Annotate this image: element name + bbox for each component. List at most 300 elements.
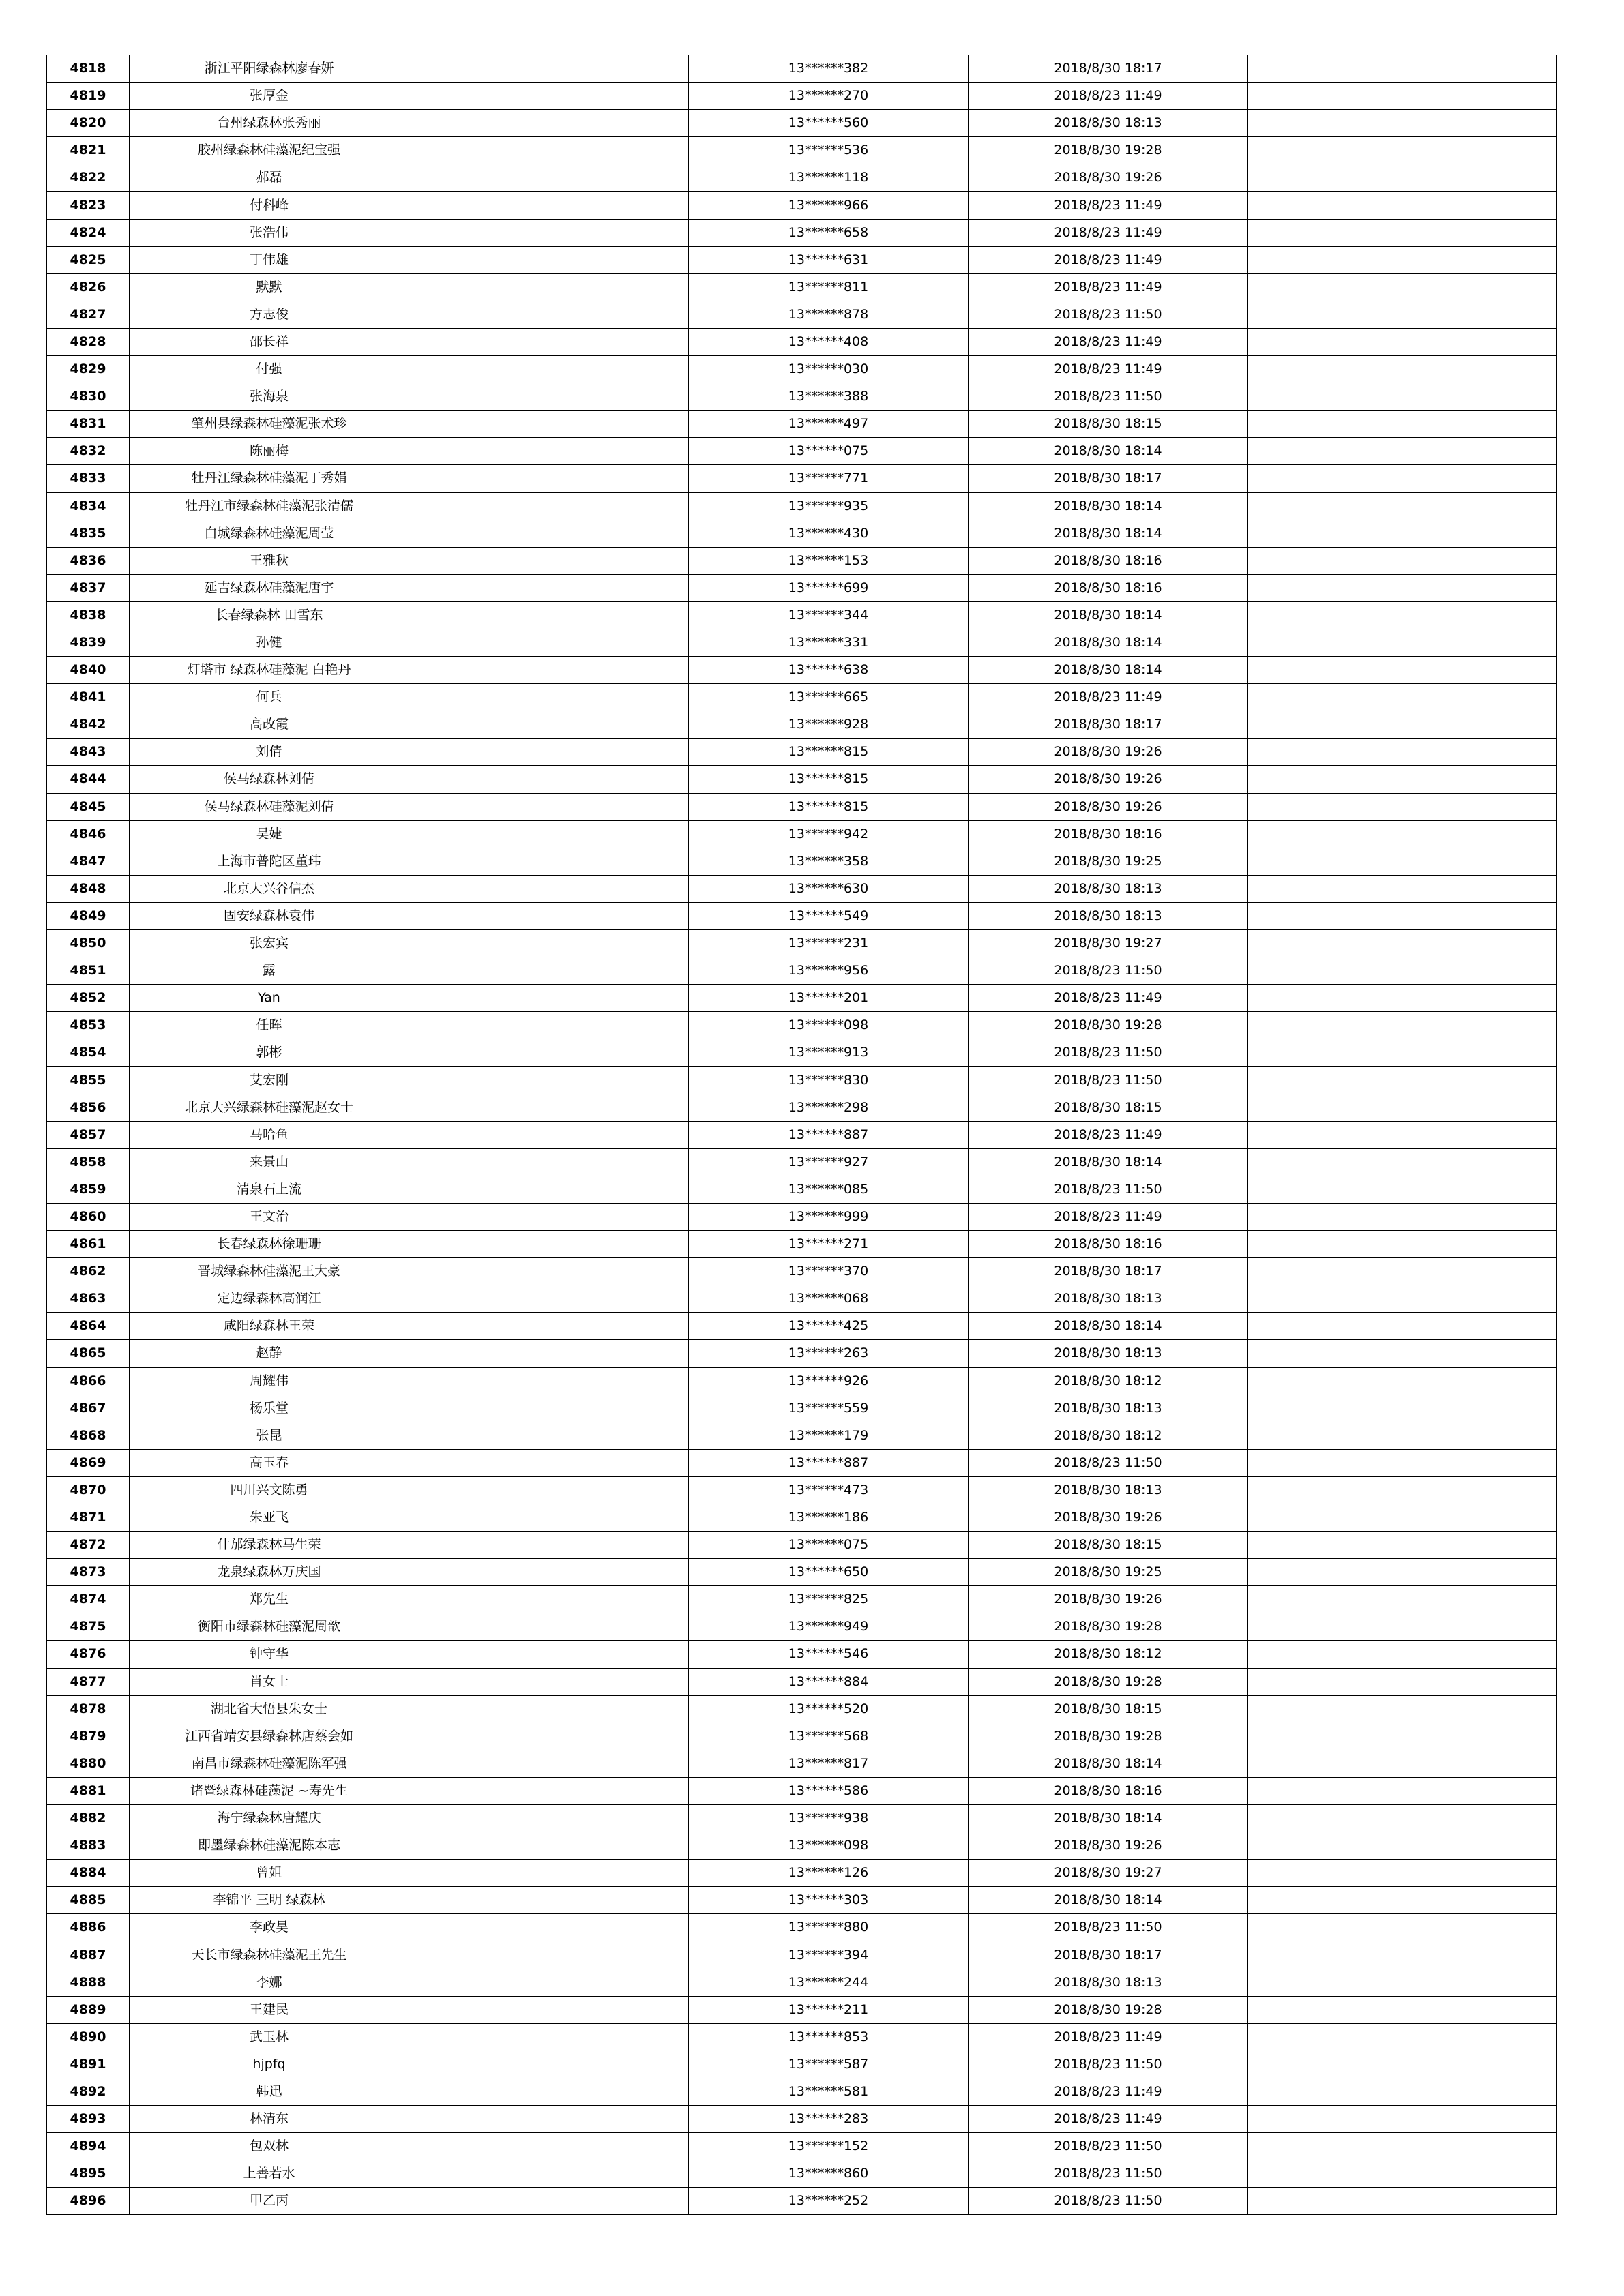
- empty-cell: [1248, 1941, 1557, 1969]
- table-row: [47, 1094, 1557, 1121]
- empty-cell: [1248, 1832, 1557, 1860]
- empty-cell: [1248, 1067, 1557, 1094]
- empty-cell: [1248, 1532, 1557, 1559]
- phone-cell: 13******126: [689, 1860, 969, 1887]
- table-row: [47, 820, 1557, 848]
- phone-cell: 13******926: [689, 1367, 969, 1395]
- row-number-cell: 4880: [47, 1750, 130, 1777]
- phone-cell: 13******853: [689, 2023, 969, 2051]
- name-cell: 长春绿森林 田雪东: [130, 601, 409, 629]
- empty-cell: [409, 465, 689, 492]
- date-cell: 2018/8/30 18:13: [969, 1395, 1248, 1422]
- table-row: [47, 1969, 1557, 1996]
- date-cell: 2018/8/23 11:49: [969, 1121, 1248, 1148]
- date-cell: 2018/8/30 18:14: [969, 1805, 1248, 1832]
- date-cell: 2018/8/30 18:16: [969, 574, 1248, 601]
- table-row: [47, 629, 1557, 656]
- phone-cell: 13******118: [689, 164, 969, 192]
- empty-cell: [1248, 985, 1557, 1012]
- row-number-cell: 4873: [47, 1559, 130, 1586]
- date-cell: 2018/8/30 19:27: [969, 1860, 1248, 1887]
- empty-cell: [1248, 110, 1557, 137]
- phone-cell: 13******344: [689, 601, 969, 629]
- name-cell: 即墨绿森林硅藻泥陈本志: [130, 1832, 409, 1860]
- table-row: [47, 1395, 1557, 1422]
- date-cell: 2018/8/30 18:17: [969, 55, 1248, 83]
- name-cell: 衡阳市绿森林硅藻泥周歆: [130, 1613, 409, 1641]
- table-row: [47, 1449, 1557, 1476]
- name-cell: 灯塔市 绿森林硅藻泥 白艳丹: [130, 657, 409, 684]
- row-number-cell: 4834: [47, 492, 130, 520]
- row-number-cell: 4854: [47, 1039, 130, 1067]
- table-row: [47, 547, 1557, 574]
- name-cell: 侯马绿森林硅藻泥刘倩: [130, 793, 409, 820]
- empty-cell: [1248, 1121, 1557, 1148]
- name-cell: 孙健: [130, 629, 409, 656]
- empty-cell: [1248, 1723, 1557, 1750]
- empty-cell: [409, 1176, 689, 1203]
- row-number-cell: 4842: [47, 711, 130, 739]
- date-cell: 2018/8/30 18:12: [969, 1641, 1248, 1668]
- phone-cell: 13******298: [689, 1094, 969, 1121]
- date-cell: 2018/8/23 11:50: [969, 301, 1248, 328]
- table-row: [47, 1176, 1557, 1203]
- phone-cell: 13******559: [689, 1395, 969, 1422]
- date-cell: 2018/8/30 18:13: [969, 1285, 1248, 1313]
- empty-cell: [409, 684, 689, 711]
- row-number-cell: 4871: [47, 1504, 130, 1531]
- date-cell: 2018/8/30 19:28: [969, 1012, 1248, 1039]
- table-row: [47, 1641, 1557, 1668]
- date-cell: 2018/8/23 11:49: [969, 2023, 1248, 2051]
- phone-cell: 13******938: [689, 1805, 969, 1832]
- row-number-cell: 4843: [47, 739, 130, 766]
- name-cell: 郭彬: [130, 1039, 409, 1067]
- empty-cell: [1248, 1586, 1557, 1613]
- name-cell: 江西省靖安县绿森林店蔡会如: [130, 1723, 409, 1750]
- empty-cell: [409, 1148, 689, 1176]
- table-row: [47, 1203, 1557, 1230]
- row-number-cell: 4828: [47, 328, 130, 355]
- empty-cell: [1248, 1231, 1557, 1258]
- empty-cell: [1248, 1395, 1557, 1422]
- phone-cell: 13******271: [689, 1231, 969, 1258]
- date-cell: 2018/8/30 19:25: [969, 848, 1248, 875]
- empty-cell: [409, 657, 689, 684]
- date-cell: 2018/8/30 18:15: [969, 1094, 1248, 1121]
- date-cell: 2018/8/30 18:16: [969, 820, 1248, 848]
- phone-cell: 13******520: [689, 1695, 969, 1723]
- phone-cell: 13******581: [689, 2078, 969, 2105]
- row-number-cell: 4887: [47, 1941, 130, 1969]
- table-row: [47, 985, 1557, 1012]
- name-cell: 台州绿森林张秀丽: [130, 110, 409, 137]
- empty-cell: [409, 164, 689, 192]
- empty-cell: [1248, 1203, 1557, 1230]
- empty-cell: [1248, 1258, 1557, 1285]
- empty-cell: [409, 2023, 689, 2051]
- empty-cell: [1248, 356, 1557, 383]
- phone-cell: 13******075: [689, 438, 969, 465]
- date-cell: 2018/8/30 19:26: [969, 766, 1248, 793]
- date-cell: 2018/8/30 18:14: [969, 657, 1248, 684]
- phone-cell: 13******949: [689, 1613, 969, 1641]
- table-row: [47, 1231, 1557, 1258]
- table-row: [47, 1039, 1557, 1067]
- date-cell: 2018/8/30 18:14: [969, 492, 1248, 520]
- date-cell: 2018/8/30 18:12: [969, 1367, 1248, 1395]
- row-number-cell: 4821: [47, 137, 130, 164]
- table-row: [47, 2078, 1557, 2105]
- empty-cell: [1248, 383, 1557, 411]
- empty-cell: [1248, 2078, 1557, 2105]
- table-row: [47, 657, 1557, 684]
- empty-cell: [1248, 820, 1557, 848]
- empty-cell: [1248, 328, 1557, 355]
- empty-cell: [409, 520, 689, 547]
- empty-cell: [1248, 83, 1557, 110]
- date-cell: 2018/8/30 18:17: [969, 1941, 1248, 1969]
- table-row: [47, 1559, 1557, 1586]
- phone-cell: 13******408: [689, 328, 969, 355]
- name-cell: 定边绿森林高润江: [130, 1285, 409, 1313]
- empty-cell: [409, 1723, 689, 1750]
- table-row: [47, 739, 1557, 766]
- table-row: [47, 2106, 1557, 2133]
- name-cell: 天长市绿森林硅藻泥王先生: [130, 1941, 409, 1969]
- table-row: [47, 1996, 1557, 2023]
- empty-cell: [409, 1750, 689, 1777]
- row-number-cell: 4858: [47, 1148, 130, 1176]
- name-cell: 清泉石上流: [130, 1176, 409, 1203]
- row-number-cell: 4864: [47, 1313, 130, 1340]
- name-cell: 张昆: [130, 1422, 409, 1449]
- name-cell: 杨乐堂: [130, 1395, 409, 1422]
- phone-cell: 13******586: [689, 1777, 969, 1804]
- name-cell: 钟守华: [130, 1641, 409, 1668]
- row-number-cell: 4891: [47, 2051, 130, 2078]
- table-row: [47, 1887, 1557, 1914]
- phone-cell: 13******631: [689, 246, 969, 273]
- phone-cell: 13******887: [689, 1121, 969, 1148]
- phone-cell: 13******887: [689, 1449, 969, 1476]
- date-cell: 2018/8/23 11:50: [969, 2133, 1248, 2160]
- empty-cell: [409, 383, 689, 411]
- name-cell: 郑先生: [130, 1586, 409, 1613]
- table-row: [47, 793, 1557, 820]
- table-row: [47, 164, 1557, 192]
- empty-cell: [1248, 657, 1557, 684]
- empty-cell: [409, 1559, 689, 1586]
- empty-cell: [1248, 1777, 1557, 1804]
- name-cell: 王建民: [130, 1996, 409, 2023]
- table-row: [47, 1750, 1557, 1777]
- row-number-cell: 4875: [47, 1613, 130, 1641]
- name-cell: 周耀伟: [130, 1367, 409, 1395]
- phone-cell: 13******358: [689, 848, 969, 875]
- empty-cell: [1248, 438, 1557, 465]
- phone-cell: 13******201: [689, 985, 969, 1012]
- phone-cell: 13******830: [689, 1067, 969, 1094]
- phone-cell: 13******085: [689, 1176, 969, 1203]
- date-cell: 2018/8/30 18:14: [969, 1313, 1248, 1340]
- table-row: [47, 1914, 1557, 1941]
- name-cell: 默默: [130, 273, 409, 301]
- phone-cell: 13******388: [689, 383, 969, 411]
- row-number-cell: 4841: [47, 684, 130, 711]
- date-cell: 2018/8/30 18:15: [969, 1532, 1248, 1559]
- table-row: [47, 55, 1557, 83]
- date-cell: 2018/8/30 19:28: [969, 1668, 1248, 1695]
- name-cell: 湖北省大悟县朱女士: [130, 1695, 409, 1723]
- date-cell: 2018/8/30 18:13: [969, 875, 1248, 902]
- phone-cell: 13******568: [689, 1723, 969, 1750]
- empty-cell: [1248, 2023, 1557, 2051]
- date-cell: 2018/8/30 18:13: [969, 1340, 1248, 1367]
- row-number-cell: 4884: [47, 1860, 130, 1887]
- empty-cell: [409, 2133, 689, 2160]
- name-cell: 长春绿森林徐珊珊: [130, 1231, 409, 1258]
- name-cell: Yan: [130, 985, 409, 1012]
- name-cell: 王文治: [130, 1203, 409, 1230]
- name-cell: 邵长祥: [130, 328, 409, 355]
- row-number-cell: 4852: [47, 985, 130, 1012]
- empty-cell: [1248, 492, 1557, 520]
- empty-cell: [409, 1258, 689, 1285]
- name-cell: 韩迅: [130, 2078, 409, 2105]
- empty-cell: [409, 1805, 689, 1832]
- empty-cell: [1248, 520, 1557, 547]
- row-number-cell: 4859: [47, 1176, 130, 1203]
- empty-cell: [1248, 1422, 1557, 1449]
- empty-cell: [1248, 711, 1557, 739]
- date-cell: 2018/8/30 18:14: [969, 629, 1248, 656]
- table-row: [47, 957, 1557, 985]
- empty-cell: [409, 55, 689, 83]
- empty-cell: [409, 1941, 689, 1969]
- empty-cell: [1248, 957, 1557, 985]
- empty-cell: [409, 2078, 689, 2105]
- row-number-cell: 4836: [47, 547, 130, 574]
- phone-cell: 13******283: [689, 2106, 969, 2133]
- empty-cell: [409, 547, 689, 574]
- row-number-cell: 4844: [47, 766, 130, 793]
- name-cell: 什邡绿森林马生荣: [130, 1532, 409, 1559]
- empty-cell: [1248, 1285, 1557, 1313]
- empty-cell: [1248, 1750, 1557, 1777]
- table-row: [47, 1613, 1557, 1641]
- empty-cell: [1248, 875, 1557, 902]
- empty-cell: [1248, 1094, 1557, 1121]
- row-number-cell: 4853: [47, 1012, 130, 1039]
- empty-cell: [1248, 547, 1557, 574]
- empty-cell: [409, 1532, 689, 1559]
- row-number-cell: 4867: [47, 1395, 130, 1422]
- table-row: [47, 1723, 1557, 1750]
- date-cell: 2018/8/30 18:14: [969, 1750, 1248, 1777]
- empty-cell: [1248, 574, 1557, 601]
- empty-cell: [1248, 2106, 1557, 2133]
- table-row: [47, 301, 1557, 328]
- empty-cell: [409, 1777, 689, 1804]
- table-body: [47, 55, 1557, 2215]
- empty-cell: [409, 766, 689, 793]
- row-number-cell: 4862: [47, 1258, 130, 1285]
- row-number-cell: 4894: [47, 2133, 130, 2160]
- phone-cell: 13******825: [689, 1586, 969, 1613]
- empty-cell: [409, 1422, 689, 1449]
- name-cell: 付强: [130, 356, 409, 383]
- date-cell: 2018/8/30 18:14: [969, 1887, 1248, 1914]
- empty-cell: [1248, 739, 1557, 766]
- empty-cell: [1248, 246, 1557, 273]
- empty-cell: [409, 1313, 689, 1340]
- row-number-cell: 4818: [47, 55, 130, 83]
- empty-cell: [409, 1039, 689, 1067]
- row-number-cell: 4847: [47, 848, 130, 875]
- phone-cell: 13******068: [689, 1285, 969, 1313]
- empty-cell: [409, 1996, 689, 2023]
- table-row: [47, 246, 1557, 273]
- empty-cell: [1248, 793, 1557, 820]
- name-cell: 甲乙丙: [130, 2188, 409, 2215]
- empty-cell: [409, 328, 689, 355]
- date-cell: 2018/8/23 11:49: [969, 985, 1248, 1012]
- empty-cell: [1248, 1969, 1557, 1996]
- empty-cell: [409, 2188, 689, 2215]
- empty-cell: [409, 1613, 689, 1641]
- name-cell: 固安绿森林袁伟: [130, 902, 409, 929]
- phone-cell: 13******560: [689, 110, 969, 137]
- name-cell: 李娜: [130, 1969, 409, 1996]
- empty-cell: [409, 1860, 689, 1887]
- phone-cell: 13******263: [689, 1340, 969, 1367]
- date-cell: 2018/8/23 11:49: [969, 246, 1248, 273]
- phone-cell: 13******956: [689, 957, 969, 985]
- row-number-cell: 4881: [47, 1777, 130, 1804]
- phone-cell: 13******966: [689, 192, 969, 219]
- table-row: [47, 2051, 1557, 2078]
- phone-cell: 13******942: [689, 820, 969, 848]
- date-cell: 2018/8/30 18:17: [969, 465, 1248, 492]
- date-cell: 2018/8/23 11:50: [969, 2160, 1248, 2188]
- table-row: [47, 574, 1557, 601]
- phone-cell: 13******699: [689, 574, 969, 601]
- row-number-cell: 4885: [47, 1887, 130, 1914]
- phone-cell: 13******186: [689, 1504, 969, 1531]
- row-number-cell: 4839: [47, 629, 130, 656]
- table-row: [47, 601, 1557, 629]
- phone-cell: 13******075: [689, 1532, 969, 1559]
- phone-cell: 13******771: [689, 465, 969, 492]
- phone-cell: 13******270: [689, 83, 969, 110]
- name-cell: 李政昊: [130, 1914, 409, 1941]
- empty-cell: [409, 411, 689, 438]
- empty-cell: [1248, 2133, 1557, 2160]
- table-row: [47, 465, 1557, 492]
- date-cell: 2018/8/30 18:13: [969, 1969, 1248, 1996]
- empty-cell: [409, 793, 689, 820]
- date-cell: 2018/8/23 11:50: [969, 1914, 1248, 1941]
- name-cell: 牡丹江市绿森林硅藻泥张清儒: [130, 492, 409, 520]
- name-cell: 牡丹江绿森林硅藻泥丁秀娟: [130, 465, 409, 492]
- phone-cell: 13******811: [689, 273, 969, 301]
- date-cell: 2018/8/30 19:25: [969, 1559, 1248, 1586]
- empty-cell: [409, 1695, 689, 1723]
- empty-cell: [409, 930, 689, 957]
- empty-cell: [1248, 684, 1557, 711]
- empty-cell: [1248, 192, 1557, 219]
- name-cell: 王雅秋: [130, 547, 409, 574]
- name-cell: 林清东: [130, 2106, 409, 2133]
- row-number-cell: 4874: [47, 1586, 130, 1613]
- row-number-cell: 4846: [47, 820, 130, 848]
- empty-cell: [409, 1449, 689, 1476]
- row-number-cell: 4849: [47, 902, 130, 929]
- date-cell: 2018/8/23 11:49: [969, 2106, 1248, 2133]
- name-cell: 龙泉绿森林万庆国: [130, 1559, 409, 1586]
- phone-cell: 13******884: [689, 1668, 969, 1695]
- table-row: [47, 356, 1557, 383]
- table-row: [47, 2023, 1557, 2051]
- row-number-cell: 4833: [47, 465, 130, 492]
- phone-cell: 13******098: [689, 1012, 969, 1039]
- date-cell: 2018/8/30 18:16: [969, 1777, 1248, 1804]
- phone-cell: 13******815: [689, 766, 969, 793]
- empty-cell: [1248, 301, 1557, 328]
- empty-cell: [409, 1285, 689, 1313]
- row-number-cell: 4863: [47, 1285, 130, 1313]
- date-cell: 2018/8/23 11:50: [969, 1039, 1248, 1067]
- row-number-cell: 4882: [47, 1805, 130, 1832]
- row-number-cell: 4865: [47, 1340, 130, 1367]
- row-number-cell: 4896: [47, 2188, 130, 2215]
- empty-cell: [1248, 1012, 1557, 1039]
- row-number-cell: 4890: [47, 2023, 130, 2051]
- empty-cell: [409, 1476, 689, 1504]
- empty-cell: [409, 1231, 689, 1258]
- date-cell: 2018/8/23 11:50: [969, 2188, 1248, 2215]
- name-cell: 付科峰: [130, 192, 409, 219]
- row-number-cell: 4860: [47, 1203, 130, 1230]
- date-cell: 2018/8/23 11:49: [969, 192, 1248, 219]
- table-row: [47, 1476, 1557, 1504]
- row-number-cell: 4819: [47, 83, 130, 110]
- name-cell: 肖女士: [130, 1668, 409, 1695]
- table-row: [47, 1285, 1557, 1313]
- phone-cell: 13******497: [689, 411, 969, 438]
- date-cell: 2018/8/23 11:49: [969, 2078, 1248, 2105]
- row-number-cell: 4838: [47, 601, 130, 629]
- empty-cell: [1248, 273, 1557, 301]
- name-cell: 上海市普陀区董玮: [130, 848, 409, 875]
- empty-cell: [409, 1586, 689, 1613]
- row-number-cell: 4848: [47, 875, 130, 902]
- phone-cell: 13******587: [689, 2051, 969, 2078]
- date-cell: 2018/8/23 11:49: [969, 684, 1248, 711]
- empty-cell: [1248, 1695, 1557, 1723]
- table-row: [47, 383, 1557, 411]
- empty-cell: [409, 1012, 689, 1039]
- name-cell: 浙江平阳绿森林廖春妍: [130, 55, 409, 83]
- empty-cell: [409, 1668, 689, 1695]
- empty-cell: [1248, 1641, 1557, 1668]
- row-number-cell: 4878: [47, 1695, 130, 1723]
- date-cell: 2018/8/30 19:26: [969, 793, 1248, 820]
- empty-cell: [1248, 1340, 1557, 1367]
- empty-cell: [409, 739, 689, 766]
- phone-cell: 13******665: [689, 684, 969, 711]
